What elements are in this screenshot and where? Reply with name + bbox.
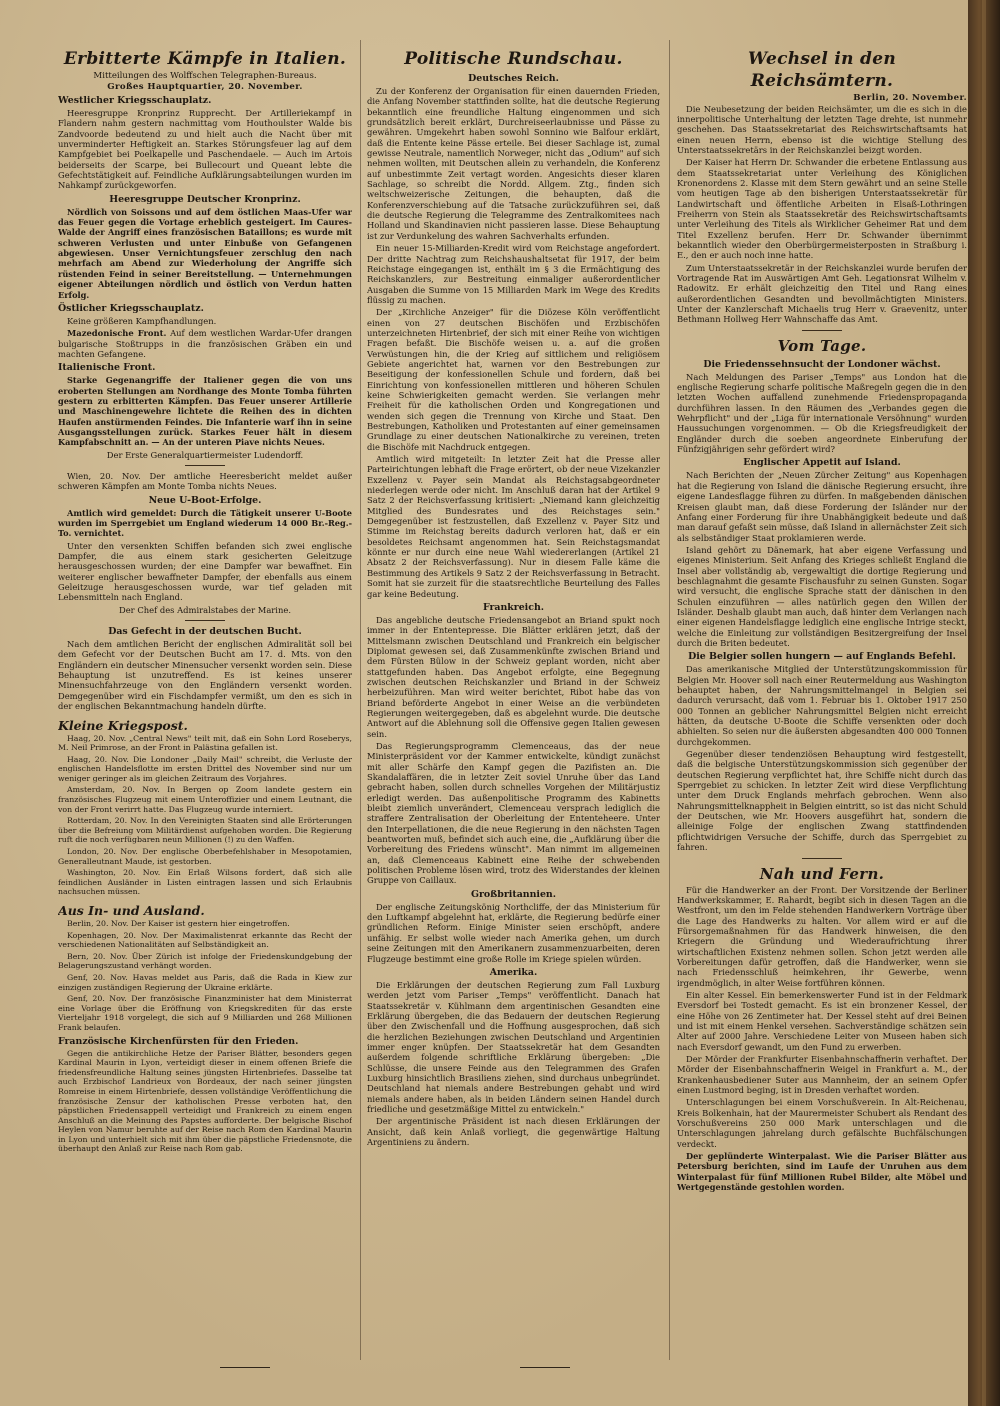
- signature: Der Chef des Admiralstabes der Marine.: [118, 604, 292, 615]
- headline: Vom Tage.: [777, 336, 867, 355]
- article-paragraph: Nach Berichten der „Neuen Zürcher Zeitung" aus Kopenhagen hat die Regierung von Island die dänische Regierung ersucht, ihre eigene Landesflagge führen zu dürfen. In maßgebenden dänischen Kreisen glaubt man, daß diese Forderung der Isländer nur der Anfang einer Forderung für ihre Unabhängigkeit bedeute und daß man darauf gefaßt sein müsse, daß Island in allernächster Zeit sich als selbständiger Staat proklamieren werde.: [677, 470, 967, 543]
- subline: Mitteilungen des Wolffschen Telegraphen-Bureaus.: [93, 71, 317, 81]
- article-paragraph: Der englische Zeitungskönig Northcliffe, der das Ministerium für den Luftkampf abgelehnt hat, erklärte, die Regierung bedürfe einer gründlichen Reform. Einige Minister seien erschöpft, andere unfähig. Er selbst wolle wieder nach Amerika gehen, um durch seine Zeitungen mit den Amerikanern zusammenzuarbeiten, deren Flugzeuge bestimmt eine große Rolle im Kriege spielen würden.: [367, 901, 660, 964]
- article-paragraph: Haag, 20. Nov. Die Londoner „Daily Mail" schreibt, die Verluste der englischen Handelsflotte im ersten Drittel des November sind nur um weniger geringer als im gleichen Zeitraum des Vorjahres.: [58, 754, 352, 783]
- article-paragraph: Ein alter Kessel. Ein bemerkenswerter Fund ist in der Feldmark Eversdorf bei Tostedt gemacht. Es ist ein bronzener Kessel, der eine Höhe von 26 Zentimeter hat. Der Kessel steht auf drei Beinen und ist mit einem Henkel versehen. Sachverständige schätzen sein Alter auf 2000 Jahre. Verschiedene Leiter von Museen haben sich nach Eversdorf gewandt, um den Fund zu erwerben.: [677, 989, 967, 1052]
- article-paragraph: Amtlich wird mitgeteilt: In letzter Zeit hat die Presse aller Parteirichtungen lebhaft die Frage erörtert, ob der neue Vizekanzler Exzellenz v. Payer sein Mandat als Reichstagsabgeordneter niederlegen werde oder nicht. Im Anschluß daran hat der Artikel 9 Satz 2 der Reichsverfassung kritisiert: „Niemand kann gleichzeitig Mitglied des Bundesrates und des Reichstages sein." Demgegenüber ist festzustellen, daß Exzellenz v. Payer Sitz und Stimme im Reichstag bereits dadurch verloren hat, daß er ein besoldetes Reichsamt angenommen hat. Sein Reichstagsmandat könnte er nur durch eine neue Wahl wiedererlangen (Artikel 21 Absatz 2 der Reichsverfassung). Nur in diesem Falle käme die Bestimmung des Artikels 9 Satz 2 der Reichsverfassung in Betracht. Somit hat sie zurzeit für die staatsrechtliche Beurteilung des Falles gar keine Bedeutung.: [367, 454, 660, 599]
- article-paragraph: Haag, 20. Nov. „Central News" teilt mit, daß ein Sohn Lord Roseberys, M. Neil Primrose, an der Front in Palästina gefallen ist.: [58, 733, 352, 753]
- signature: Der Erste Generalquartiermeister Ludendorff.: [106, 449, 304, 460]
- column-rule: [360, 40, 361, 1360]
- article-paragraph: Genf, 20. Nov. Havas meldet aus Paris, daß die Rada in Kiew zur einzigen zuständigen Regierung der Ukraine erklärte.: [58, 972, 352, 992]
- dateline: Berlin, 20. November.: [853, 93, 967, 103]
- section-heading: Englischer Appetit auf Island.: [743, 457, 901, 469]
- binding-stripe: [982, 0, 986, 1406]
- article-paragraph: Der Kaiser hat Herrn Dr. Schwander die erbetene Entlassung aus dem Staatssekretariat unter Verleihung des Königlichen Kronenordens 2. Klasse mit dem Stern gewährt und an seine Stelle vom heutigen Tage ab den bisherigen Unterstaatssekretär für Landwirtschaft und öffentliche Arbeiten in Elsaß-Lothringen Freiherrn von Stein als Staatssekretär des Reichswirtschaftsamts unter Verleihung des Titels als Wirklicher Geheimer Rat und dem Titel Exzellenz berufen. Herr Dr. Schwander übernimmt bekanntlich wieder den Oberbürgermeisterposten in Straßburg i. E., den er auch noch inne hatte.: [677, 157, 967, 261]
- section-heading: Neue U-Boot-Erfolge.: [148, 494, 262, 506]
- divider: [520, 1367, 570, 1368]
- section-heading: Frankreich.: [482, 601, 545, 613]
- divider: [802, 858, 842, 859]
- article-paragraph: London, 20. Nov. Der englische Oberbefehlshaber in Mesopotamien, Generalleutnant Maude, ist gestorben.: [58, 847, 352, 866]
- article-paragraph: Ein neuer 15-Milliarden-Kredit wird vom Reichstage angefordert. Der dritte Nachtrag zum Reichshaushaltsetat für 1917, der beim Reichstage eingegangen ist, enthält im § 3 die Ermächtigung des Reichskanzlers, zur Bestreitung einmaliger außerordentlicher Ausgaben die Summe von 15 Milliarden Mark im Wege des Kredits flüssig zu machen.: [367, 243, 660, 305]
- article-paragraph: [58, 328, 352, 359]
- article-paragraph: Unterschlagungen bei einem Vorschußverein. In Alt-Reichenau, Kreis Bolkenhain, hat der Maurermeister Schubert als Rendant des Vorschußvereins 250 000 Mark unterschlagen und die Unterschlagungen jahrelang durch gefälschte Buchfälschungen verdeckt.: [677, 1097, 967, 1149]
- article-paragraph: Zu der Konferenz der Organisation für einen dauernden Frieden, die Anfang November stattfinden sollte, hat die deutsche Regierung bekanntlich eine freundliche Haltung eingenommen und sich grundsätzlich bereit erklärt, Durchreiseerlaubnisse und Pässe zu gewähren. Umgekehrt haben sowohl Sonnino wie Balfour erklärt, daß die Entente keine Pässe erteile. Bei dieser Sachlage ist, zumal gewisse Neutrale, namentlich Norweger, nicht das „Odium" auf sich nehmen wollten, mit Deutschen allein zu verhandeln, die Konferenz auf unbestimmte Zeit vertagt worden. Angesichts dieser klaren Sachlage, so schreibt die Nordd. Allgem. Ztg., finden sich weltschweizerische Zeitungen, die behaupten, daß die Konferenzverschiebung auf die Tatsache zurückzuführen sei, daß die deutsche Regierung die Telegramme des Zentralkomitees nach Holland und Skandinavien nicht passieren lasse. Diese Behauptung ist zur Verdunkelung des wahren Sachverhalts erfunden.: [367, 86, 660, 241]
- divider: [220, 1367, 270, 1368]
- section-heading: Italienische Front.: [58, 362, 156, 374]
- article-paragraph: Heeresgruppe Kronprinz Rupprecht. Der Artilleriekampf in Flandern nahm gestern nachmittag vom Houthoulster Walde bis Zandvoorde bedeutend zu und hielt auch die Nacht über mit unverminderter Heftigkeit an. Starkes Störungsfeuer lag auf dem Kampfgebiet bei Poelkapelle und Paschendaele. — Auch im Artois beiderseits der Scarpe, bei Bullecourt und Queant lebte die Gefechtstätigkeit auf. Feindliche Aufklärungsabteilungen wurden im Nahkampf zurückgeworfen.: [58, 108, 352, 191]
- article-paragraph: Gegenüber dieser tendenziösen Behauptung wird festgestellt, daß die belgische Unterstützungskommission sich gegenüber der deutschen Regierung verpflichtet hat, ihre Schiffe nicht durch das Sperrgebiet zu schicken. In letzter Zeit wird diese Verpflichtung unter dem Druck Englands mehrfach gebrochen. Wenn also Nahrungsmittelknappheit in Belgien eintritt, so ist das nicht Schuld der Deutschen, wie Mr. Hoovers ausgeführt hat, sondern die alleinige Folge der englischen Zwang stattfindenden pflichtwidrigen Versuche der Schiffe, durch das Sperrgebiet zu fahren.: [677, 749, 967, 853]
- article-paragraph: Gegen die antikirchliche Hetze der Pariser Blätter, besonders gegen Kardinal Maurin in Lyon, verteidigt dieser in einem offenen Briefe die friedensfreundliche Haltung seines jüngsten Hirtenbriefes. Dasselbe tat auch Erzbischof Landrieux von Bordeaux, der nach seiner jüngsten Romreise in einem Hirtenbriefe, dessen vollständige Veröffentlichung die französische Zensur der katholischen Presse verboten hat, den päpstlichen Friedensappell verteidigt und Frankreich zu einem engen Anschluß an die Meinung des Papstes aufforderte. Der belgische Bischof Heylen von Namur beruhte auf der Reise nach Rom den Kardinal Maurin in Lyon und unterhielt sich mit ihm über die päpstliche Friedensnote, die überhaupt den Anlaß zur Reise nach Rom gab.: [58, 1048, 352, 1154]
- article-paragraph: Das Regierungsprogramm Clemenceaus, das der neue Ministerpräsident vor der Kammer entwickelte, kündigt zunächst mit aller Schärfe den Kampf gegen die Pazifisten an. Die Skandalaffären, die in letzter Zeit soviel Unruhe über das Land gebracht haben, sollen durch schnelles Vorgehen der Militärjustiz erledigt werden. Das außenpolitische Programm des Kabinetts bleibt ziemlich unverändert, Clemenceau versprach lediglich die straffere Zentralisation der Oberleitung der Ententeheere. Unter den Interpellationen, die die neue Regierung in den nächsten Tagen beantworten muß, befindet sich auch eine, die „Aufklärung über die Vorbereitung des Friedens wünscht". Man nimmt im allgemeinen an, daß Clemenceaus Kabinett eine Reihe der schwebenden politischen Probleme lösen wird, trotz des Widerstandes der kleinen Gruppe von Caillaux.: [367, 740, 660, 886]
- column-rule: [669, 40, 670, 1360]
- paragraph-lead: Mazedonische Front.: [67, 328, 167, 339]
- right-column: [677, 38, 967, 1368]
- article-paragraph: Der „Kirchliche Anzeiger" für die Diözese Köln veröffentlicht einen von 27 deutschen Bischöfen und Erzbischöfen unterzeichneten Hirtenbrief, der sich mit einer Reihe von wichtigen Fragen befaßt. Die Bischöfe weisen u. a. auf die großen Verwüstungen hin, die der Krieg auf sittlichem und religiösem Gebiete angerichtet hat, warnen vor den Bestrebungen zur Beseitigung der konfessionellen Schule und fordern, daß bei Einrichtung von konfessionellen mittleren und höheren Schulen keine Schwierigkeiten gemacht werden. Sie verlangen mehr Freiheit für die katholischen Orden und Kongregationen und wenden sich gegen die Trennung von Kirche und Staat. Den Bestrebungen, Katholiken und Protestanten auf einer gemeinsamen Grundlage zu einer deutschen Nationalkirche zu vereinen, treten die Bischöfe mit Nachdruck entgegen.: [367, 307, 660, 452]
- article-paragraph: Nach Meldungen des Pariser „Temps" aus London hat die englische Regierung scharfe politische Maßregeln gegen die in den letzten Wochen auffallend zunehmende Friedenspropaganda durchführen lassen. In den Räumen des „Verbandes gegen die Wehrpflicht" und der „Liga für internationale Versöhnung" wurden Haussuchungen vorgenommen. — Ob die Kriegsfreudigkeit der Engländer durch die soeben angeordnete Einberufung der Fünfzigjährigen sehr gefördert wird?: [677, 371, 967, 455]
- article-paragraph: Rotterdam, 20. Nov. In den Vereinigten Staaten sind alle Erörterungen über die Befreiung vom Militärdienst aufgehoben worden. Die Regierung ruft die noch verfügbaren neun Millionen (!) zu den Waffen.: [58, 816, 352, 845]
- article-paragraph: Amtlich wird gemeldet: Durch die Tätigkeit unserer U-Boote wurden im Sperrgebiet um England wiederum 14 000 Br.-Reg.-To. vernichtet.: [58, 507, 352, 539]
- article-paragraph: Keine größeren Kampfhandlungen.: [67, 315, 217, 326]
- article-paragraph: Das amerikanische Mitglied der Unterstützungskommission für Belgien Mr. Hoover soll nach einer Reutermeldung aus Washington behauptet haben, der Nahrungsmittelmangel in Belgien sei dadurch verursacht, daß vom 1. Februar bis 1. Oktober 1917 250 000 Tonnen an geblicher Nahrungsmittel Belgien nicht erreicht hätten, da deutsche U-Boote die Schiffe versenkten oder doch abhielten. So seien nur die äußersten abgesandten 400 000 Tonnen durchgekommen.: [677, 664, 967, 747]
- article-paragraph: Die Neubesetzung der beiden Reichsämter, um die es sich in die innerpolitische Unterhaltung der letzten Tage drehte, ist nunmehr geschehen. Das Staatssekretariat des Reichswirtschaftsamts hat einen neuen Herrn, ebenso ist die wichtige Stellung des Unterstaatssekretärs in der Reichskanzlei beizgt worden.: [677, 103, 967, 155]
- section-heading: Das Gefecht in der deutschen Bucht.: [108, 626, 302, 638]
- article-paragraph: Der argentinische Präsident ist nach diesen Erklärungen der Ansicht, daß kein Anlaß vorliegt, die gegenwärtige Haltung Argentiniens zu ändern.: [367, 1116, 660, 1147]
- divider: [802, 330, 842, 331]
- article-paragraph: Nördlich von Soissons und auf dem östlichen Maas-Ufer war das Feuer gegen die Vortage erheblich gesteigert. Im Caures-Walde der Angriff eines französischen Bataillons; es wurde mit schweren Verlusten und unter Einbuße von Gefangenen abgewiesen. Unser Vernichtungsfeuer zerschlug den nach mehrfach am Abend zur Wiederholung der Angriffe sich rüstenden Feind in seiner Bereitstellung. — Unternehmungen eigener Abteilungen nördlich und östlich von Verdun hatten Erfolg.: [58, 206, 352, 300]
- section-heading: Aus In- und Ausland.: [58, 903, 205, 918]
- section-heading: Die Belgier sollen hungern — auf Englands Befehl.: [688, 651, 956, 663]
- headline: Wechsel in den Reichsämtern.: [748, 49, 896, 91]
- article-paragraph: Zum Unterstaatssekretär in der Reichskanzlei wurde berufen der Vortragende Rat im Auswärtigen Amt Geh. Legationsrat Wilhelm v. Radowitz. Er erhält gleichzeitig den Titel und Rang eines außerordentlichen Gesandten und bevollmächtigten Ministers. Unter der Kanzlerschaft Michaelis trug Herr v. Graevenitz, unter Bethmann Hollweg Herr Wahnschaffe das Amt.: [677, 262, 967, 325]
- article-paragraph: Der Mörder der Frankfurter Eisenbahnschaffnerin verhaftet. Der Mörder der Eisenbahnschaffnerin Weigel in Frankfurt a. M., der Krankenhausbediener Suter aus Mannheim, der an seinem Opfer einen Lustmord beging, ist in Dresden verhaftet worden.: [677, 1054, 967, 1096]
- section-heading: Deutsches Reich.: [468, 73, 559, 84]
- article-paragraph: Berlin, 20. Nov. Der Kaiser ist gestern hier eingetroffen.: [67, 919, 290, 928]
- article-paragraph: Amsterdam, 20. Nov. In Bergen op Zoom landete gestern ein französisches Flugzeug mit einem Unteroffizier und einem Leutnant, die von der Front verirrt hatte. Das Flugzeug wurde interniert.: [58, 785, 352, 814]
- article-paragraph: Washington, 20. Nov. Ein Erlaß Wilsons fordert, daß sich alle feindlichen Ausländer in Listen eintragen lassen und sich Erlaubnis nachsuchen müssen.: [58, 868, 352, 897]
- article-paragraph: Bern, 20. Nov. Über Zürich ist infolge der Friedenskundgebung der Belagerungszustand verhängt worden.: [58, 951, 352, 971]
- section-heading: Westlicher Kriegsschauplatz.: [58, 95, 212, 106]
- section-heading: Die Friedenssehnsucht der Londoner wächst.: [703, 358, 941, 370]
- divider: [185, 620, 225, 621]
- article-paragraph: Kopenhagen, 20. Nov. Der Maximalistenrat erkannte das Recht der verschiedenen Nationalitäten auf Selbständigkeit an.: [58, 930, 352, 950]
- article-paragraph: Island gehört zu Dänemark, hat aber eigene Verfassung und eigenes Ministerium. Seit Anfang des Krieges schließt England die Insel aber vollständig ab, vergewaltigt die dortige Regierung und beschlagnahmt die gesamte Fischausfuhr zu seinen Gunsten. Sogar wird versucht, die englische Sprache statt der dänischen in den Schulen einzuführen — alles natürlich gegen den Willen der Isländer. Deshalb glaubt man auch, daß hinter dem Verlangen nach einer eigenen Handelsflagge lediglich eine englische Intrige steckt, welche die Einleitung zur vollständigen Besitzergreifung der Insel durch die Briten bedeutet.: [677, 544, 967, 648]
- article-paragraph: Genf, 20. Nov. Der französische Finanzminister hat dem Ministerrat eine Vorlage über die Eröffnung von Kriegskrediten für das erste Vierteljahr 1918 vorgelegt, die sich auf 9 Milliarden und 268 Millionen Frank belaufen.: [58, 994, 352, 1032]
- headline: Erbitterte Kämpfe in Italien.: [63, 49, 347, 69]
- article-paragraph: Wien, 20. Nov. Der amtliche Heeresbericht meldet außer schweren Kämpfen am Monte Tomba nichts Neues.: [58, 470, 352, 492]
- paragraph-text: Auf dem westlichen Wardar-Ufer drangen bulgarische Stoßtrupps in die französischen Gräben ein und machten Gefangene.: [58, 328, 352, 359]
- article-paragraph: Das angebliche deutsche Friedensangebot an Briand spukt noch immer in der Ententepresse. Die Blätter erklären jetzt, daß der Mittelsmann zwischen Deutschland und Frankreich ein belgischer Diplomat gewesen sei, daß Zusammenkünfte zwischen Briand und dem Fürsten Bülow in der Schweiz geplant worden, nicht aber stattgefunden haben. Das Angebot erfolgte, eine Begegnung zwischen deutschen Reichskanzler und Briand in der Schweiz herbeizuführen. Man wird weiter berichtet, Ribot habe das von Briand beförderte Angebot in einer Weise an die verbündeten Regierungen weitergegeben, daß es abgelehnt wurde. Die deutsche Antwort auf die Ablehnung soll die Offensive gegen Italien gewesen sein.: [367, 614, 660, 739]
- article-paragraph: Der geplünderte Winterpalast. Wie die Pariser Blätter aus Petersburg berichten, sind im Laufe der Unruhen aus dem Winterpalast für fünf Millionen Rubel Bilder, alte Möbel und Wertgegenstände gestohlen worden.: [677, 1151, 967, 1193]
- section-heading: Kleine Kriegspost.: [58, 717, 188, 733]
- divider: [185, 465, 225, 466]
- headline: Politische Rundschau.: [404, 49, 623, 69]
- article-paragraph: Starke Gegenangriffe der Italiener gegen die von uns eroberten Stellungen am Nordhange des Monte Tomba führten gestern zu erbitterten Kämpfen. Das Feuer unserer Artillerie und Maschinengewehre lichtete die Reihen des in dichten Haufen anstürmenden Feindes. Die Infanterie warf ihn in seine Ausgangsstellungen zurück. Starkes Feuer hält in diesem Kampfabschnitt an. — An der unteren Piave nichts Neues.: [58, 375, 352, 448]
- left-column: [58, 38, 352, 1368]
- article-paragraph: Nach dem amtlichen Bericht der englischen Admiralität soll bei dem Gefecht vor der Deutschen Bucht am 17. d. Mts. von den Engländern ein deutscher Minensucher versenkt worden sein. Diese Behauptung ist unzutreffend. Es ist keines unserer Minensuchfahrzeuge von den Engländern versenkt worden. Demgegenüber wird ein Fischdampfer vermißt, um den es sich in der englischen Bekanntmachung handeln dürfte.: [58, 639, 352, 712]
- dateline: Großes Hauptquartier, 20. November.: [107, 81, 303, 92]
- article-paragraph: Unter den versenkten Schiffen befanden sich zwei englische Dampfer, die aus einem stark gesicherten Geleitzuge herausgeschossen wurden; der eine Dampfer war bewaffnet. Ein weiterer englischer bewaffneter Dampfer, der ebenfalls aus einem Geleitzuge herausgeschossen wurde, war tief geladen mit Lebensmitteln nach England.: [58, 540, 352, 603]
- section-heading: Großbritannien.: [470, 888, 557, 900]
- section-heading: Französische Kirchenfürsten für den Frieden.: [58, 1035, 299, 1047]
- section-heading: Heeresgruppe Deutscher Kronprinz.: [109, 193, 301, 205]
- headline: Nah und Fern.: [759, 864, 885, 883]
- section-heading: Östlicher Kriegsschauplatz.: [58, 302, 204, 314]
- article-paragraph: Für die Handwerker an der Front. Der Vorsitzende der Berliner Handwerkskammer, E. Rahardt, begibt sich in diesen Tagen an die Westfront, um den im Felde stehenden Handwerkern Vorträge über die Lage des Handwerks zu halten. Vor allem wird er auf die Fürsorgemaßnahmen für das Handwerk hinweisen, die den Kriegern die Gründung und Wiederaufrichtung ihrer wirtschaftlichen Existenz nehmen sollen. Schon jetzt werden alle Vorbereitungen dafür getroffen, daß die Handwerker, wenn sie nach Friedensschluß heimkehren, ihr Gewerbe, wenn irgendmöglich, in alter Weise fortführen können.: [677, 884, 967, 988]
- article-paragraph: Die Erklärungen der deutschen Regierung zum Fall Luxburg werden jetzt vom Pariser „Temps" veröffentlicht. Danach hat Staatssekretär v. Kühlmann dem argentinischen Gesandten eine Erklärung übergeben, die das Bedauern der deutschen Regierung über den Zwischenfall und die Hoffnung ausgesprochen, daß sich die herzlichen Beziehungen zwischen Deutschland und Argentinien immer enger knüpfen. Der Staatssekretär hat dem Gesandten außerdem folgende schriftliche Erklärung übergeben: „Die Schlüsse, die unsere Feinde aus den Telegrammen des Grafen Luxburg hinsichtlich Brasiliens ziehen, sind durchaus unbegründet. Deutschland hat niemals andere Bestrebungen gehabt und wird niemals andere haben, als in beiden Ländern seinen Handel durch friedliche und gesetzmäßige Mittel zu entwickeln.": [367, 979, 660, 1114]
- middle-column: [367, 38, 660, 1368]
- section-heading: Amerika.: [489, 966, 538, 978]
